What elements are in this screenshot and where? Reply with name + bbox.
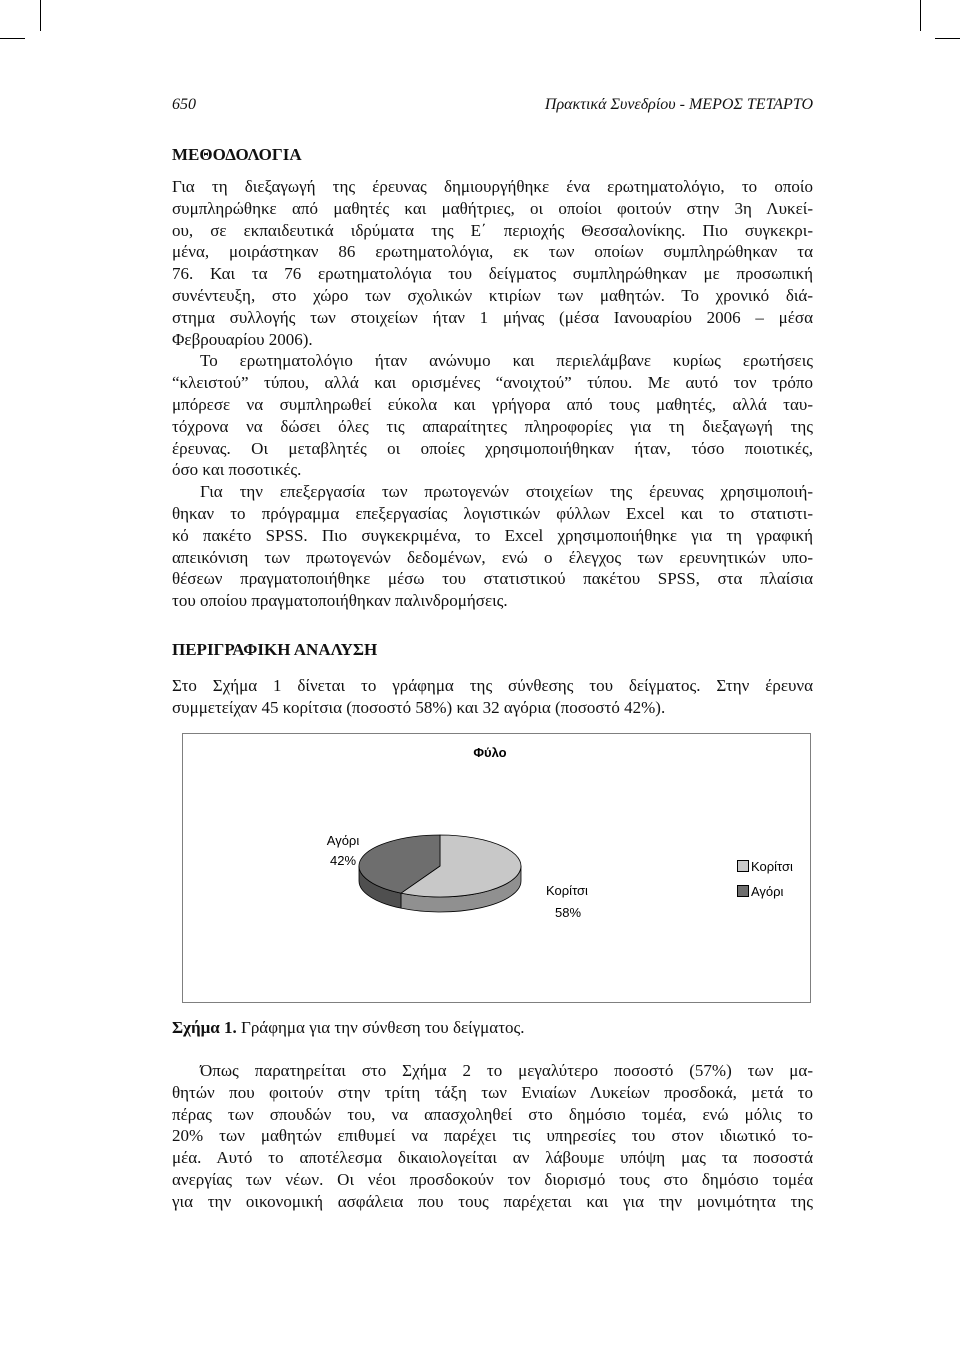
data-label-value: 42%: [329, 853, 357, 868]
data-label-category: Αγόρι: [326, 833, 360, 848]
data-label-category: Κορίτσι: [546, 883, 588, 898]
text-line: τόχρονα να δώσει όλες τις απαραίτητες πληροφορίες για τη διεξαγωγή της: [172, 416, 813, 436]
pie-slices: [359, 835, 521, 912]
text-line: Όπως παρατηρείται στο Σχήμα 2 το μεγαλύτερο ποσοστό (57%) των μα-: [200, 1061, 813, 1080]
figure-caption: [172, 1017, 525, 1039]
legend-label: Κορίτσι: [751, 859, 793, 874]
figure-pie-chart: [182, 733, 811, 1003]
text-line: ανεργίας των νέων. Οι νέοι προσδοκούν τον διορισμό τους στο δημόσιο τομέα: [172, 1169, 813, 1189]
legend-label: Αγόρι: [751, 884, 784, 899]
legend-swatch: [738, 861, 749, 872]
text-line: συμμετείχαν 45 κορίτσια (ποσοστό 58%) και 32 αγόρια (ποσοστό 42%).: [172, 697, 666, 717]
paragraph: [172, 675, 813, 719]
legend-swatch: [738, 886, 749, 897]
text-line: Το ερωτηματολόγιο ήταν ανώνυμο και περιελάμβανε κυρίως ερωτήσεις: [200, 351, 813, 371]
text-line: κό πακέτο SPSS. Πιο συγκεκριμένα, το Excel χρησιμοποιήθηκε για τη γραφική: [172, 525, 813, 545]
text-line: απεικόνιση των πρωτογενών δεδομένων, ενώ ο έλεγχος των ερευνητικών υπο-: [172, 547, 813, 567]
chart-title: Φύλο: [473, 745, 507, 760]
crop-mark: [920, 0, 921, 31]
paragraph: [172, 176, 813, 350]
text-line: Στο Σχήμα 1 δίνεται το γράφημα της σύνθεσης του δείγματος. Στην έρευνα: [172, 676, 813, 695]
crop-mark: [935, 38, 960, 39]
text-line: για την οικονομική ασφάλεια που τους παρέχεται και για την μονιμότητα της: [172, 1191, 813, 1211]
text-line: Φεβρουαρίου 2006).: [172, 329, 313, 349]
text-line: 20% των μαθητών επιθυμεί να παρέχει τις υπηρεσίες του στον ιδιωτικό το-: [172, 1126, 813, 1146]
methodology-text: [172, 176, 813, 612]
text-line: μένα, μοιράστηκαν 86 ερωτηματολόγια, εκ των οποίων συμπληρώθηκαν τα: [172, 242, 813, 262]
crop-mark: [40, 0, 41, 31]
running-title: Πρακτικά Συνεδρίου - ΜΕΡΟΣ ΤΕΤΑΡΤΟ: [544, 96, 813, 113]
text-line: μπόρεσε να συμπληρωθεί εύκολα και γρήγορα από τους μαθητές, αλλά ταυ-: [172, 394, 813, 414]
text-line: Για τη διεξαγωγή της έρευνας δημιουργήθηκε ένα ερωτηματολόγιο, το οποίο: [172, 177, 813, 196]
text-line: συνέντευξη, στο χώρο των σχολικών κτιρίων των μαθητών. Το χρονικό διά-: [172, 285, 813, 305]
figure-caption-text: Γράφημα για την σύνθεση του δείγματος.: [241, 1018, 525, 1037]
section-heading-methodology: ΜΕΘΟΔΟΛΟΓΙΑ: [172, 145, 302, 164]
text-line: “κλειστού” τύπου, αλλά και ορισμένες “ανοιχτού” τύπου. Με αυτό τον τρόπο: [172, 373, 813, 393]
paragraph: [172, 1060, 813, 1213]
text-line: Για την επεξεργασία των πρωτογενών στοιχείων της έρευνας χρησιμοποιή-: [200, 482, 813, 502]
paragraph: [172, 350, 813, 481]
text-line: του οποίου πραγματοποιήθηκαν παλινδρομήσεις.: [172, 591, 508, 611]
data-label-value: 58%: [554, 905, 582, 920]
text-line: μέα. Αυτό το αποτέλεσμα δικαιολογείται αν λάβουμε υπόψη μας τα ποσοστά: [172, 1148, 813, 1168]
text-line: θηκαν το πρόγραμμα επεξεργασίας λογιστικών φύλλων Excel και το στατιστι-: [172, 503, 813, 523]
section-heading-descriptive-analysis: ΠΕΡΙΓΡΑΦΙΚΗ ΑΝΑΛΥΣΗ: [172, 640, 378, 659]
text-line: ου, σε εκπαιδευτικά ιδρύματα της Ε΄ περιοχής Θεσσαλονίκης. Πιο συγκεκρι-: [172, 220, 813, 240]
text-line: στημα συλλογής των στοιχείων ήταν 1 μήνας (μέσα Ιανουαρίου 2006 – μέσα: [172, 307, 813, 327]
text-line: συμπληρώθηκε από μαθητές και μαθήτριες, οι οποίοι φοιτούν στην 3η Λυκεί-: [172, 198, 813, 218]
text-line: 76. Και τα 76 ερωτηματολόγια του δείγματος συμπληρώθηκαν με προσωπική: [172, 264, 813, 284]
text-line: πέρας των σπουδών του, να απασχοληθεί στο δημόσιο τομέα, ενώ μόλις το: [172, 1104, 813, 1124]
page-number: 650: [172, 96, 196, 113]
text-line: θητών που φοιτούν στην τρίτη τάξη των Ενιαίων Λυκείων προσδοκά, μετά το: [172, 1082, 813, 1102]
descriptive-text: [172, 675, 813, 719]
crop-mark: [0, 38, 25, 39]
text-line: έρευνας. Οι μεταβλητές οι οποίες χρησιμοποιήθηκαν ήταν, τόσο ποιοτικές,: [172, 438, 813, 458]
text-line: όσο και ποσοτικές.: [172, 460, 302, 480]
paragraph: [172, 481, 813, 612]
figure-caption-label: Σχήμα 1.: [172, 1018, 237, 1037]
pie-chart-canvas: [182, 733, 811, 1003]
text-line: θέσεων πραγματοποιήθηκε μέσω του στατιστικού πακέτου SPSS, στα πλαίσια: [172, 569, 813, 589]
continuation-text: [172, 1060, 813, 1213]
